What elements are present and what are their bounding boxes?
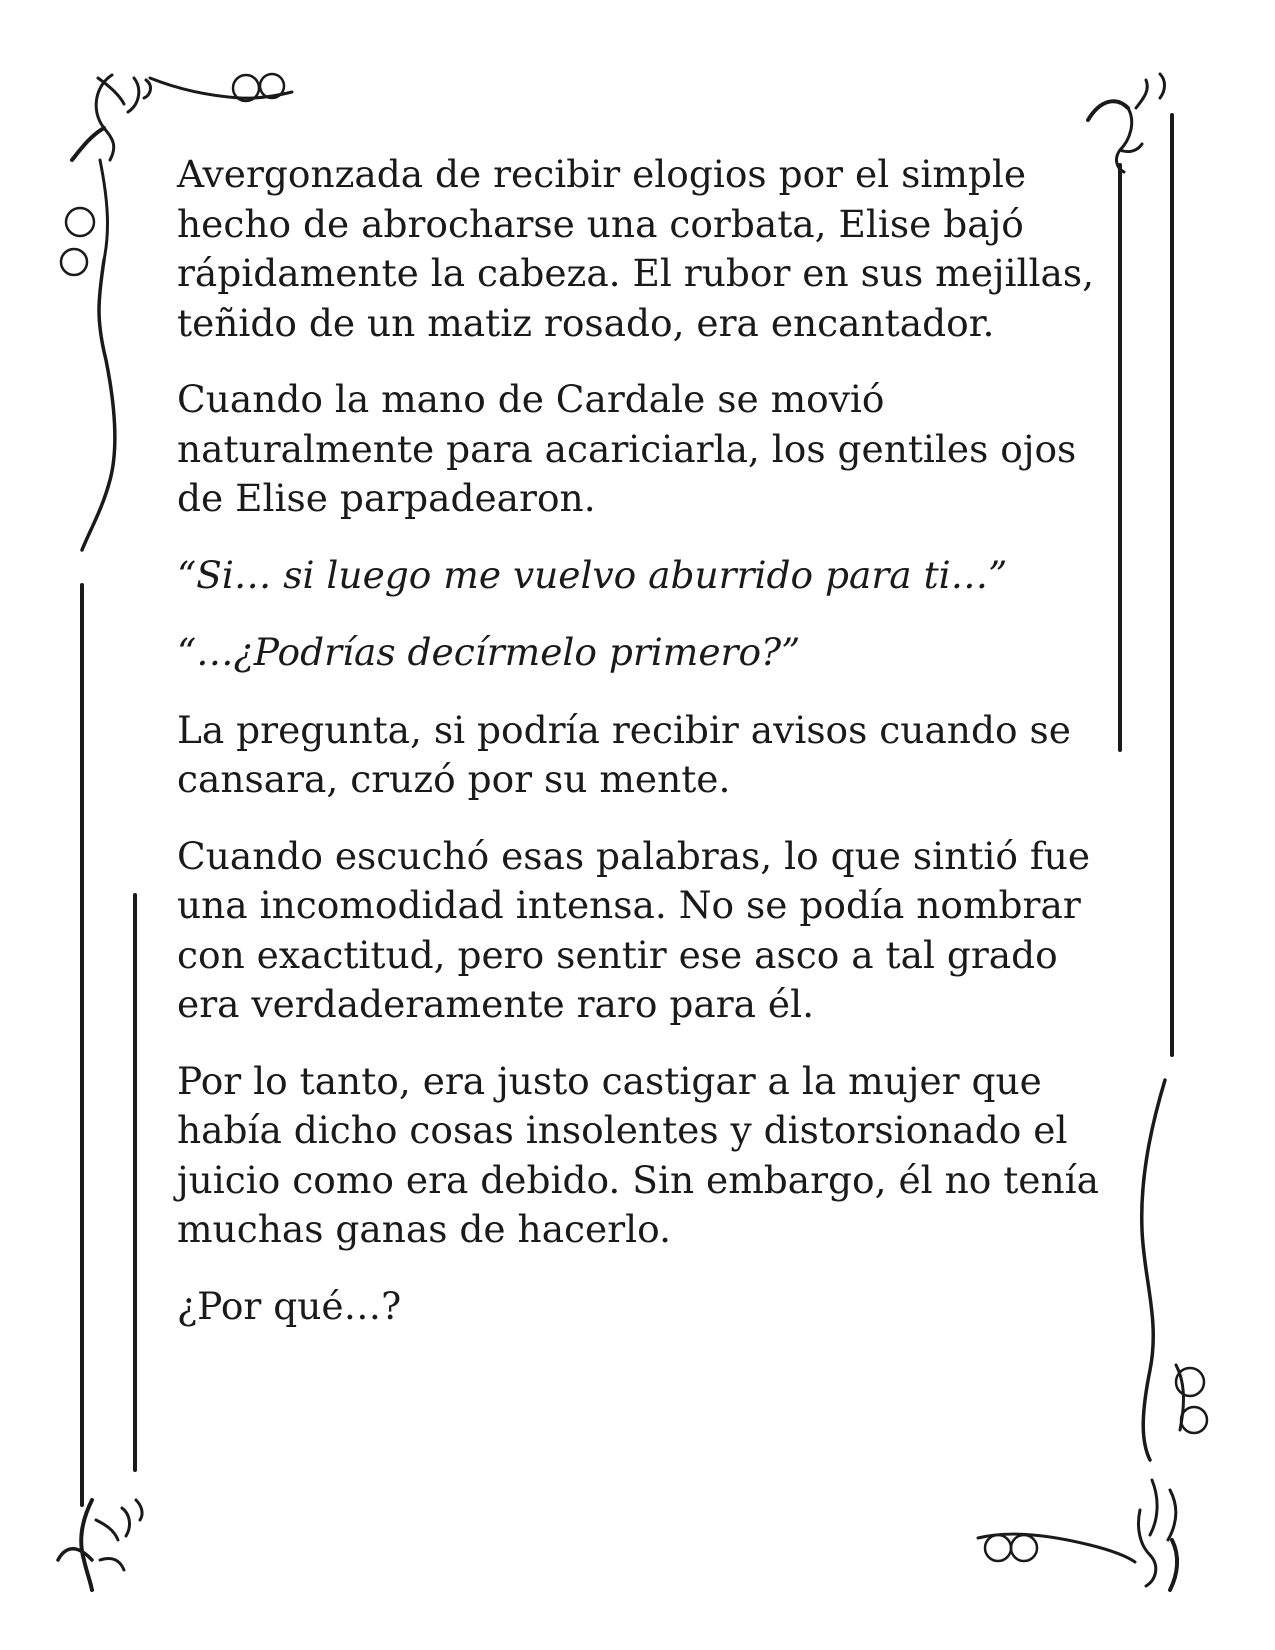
paragraph-5: Por lo tanto, era justo castigar a la mujer que había dicho cosas insolentes y distorsionado el juicio como era debido. Sin embargo, él no tenía muchas ganas de hacerlo.	[177, 1058, 1099, 1251]
paragraph-2: Cuando la mano de Cardale se movió naturalmente para acariciarla, los gentiles ojos de Elise parpadearon.	[177, 377, 1077, 520]
paragraph-3: La pregunta, si podría recibir avisos cuando se cansara, cruzó por su mente.	[177, 707, 1071, 801]
bottom-left-flourish-icon	[58, 1500, 142, 1590]
dialogue-line-1: “Si… si luego me vuelvo aburrido para ti…”	[177, 552, 1008, 597]
paragraph-4: Cuando escuchó esas palabras, lo que sintió fue una incomodidad intensa. No se podía nombrar con exactitud, pero sentir ese asco a tal grado era verdaderamente raro para él.	[177, 833, 1091, 1026]
document-body	[177, 150, 1107, 1358]
bottom-right-flourish-icon	[978, 1480, 1177, 1590]
dialogue-line-2: “…¿Podrías decírmelo primero?”	[177, 630, 801, 674]
paragraph-6: ¿Por qué…?	[177, 1283, 402, 1328]
right-lower-flourish-icon	[1142, 1080, 1207, 1460]
paragraph-1: Avergonzada de recibir elogios por el simple hecho de abrocharse una corbata, Elise bajó rápidamente la cabeza. El rubor en sus mejillas, teñido de un matiz rosado, era encantador.	[177, 152, 1095, 345]
